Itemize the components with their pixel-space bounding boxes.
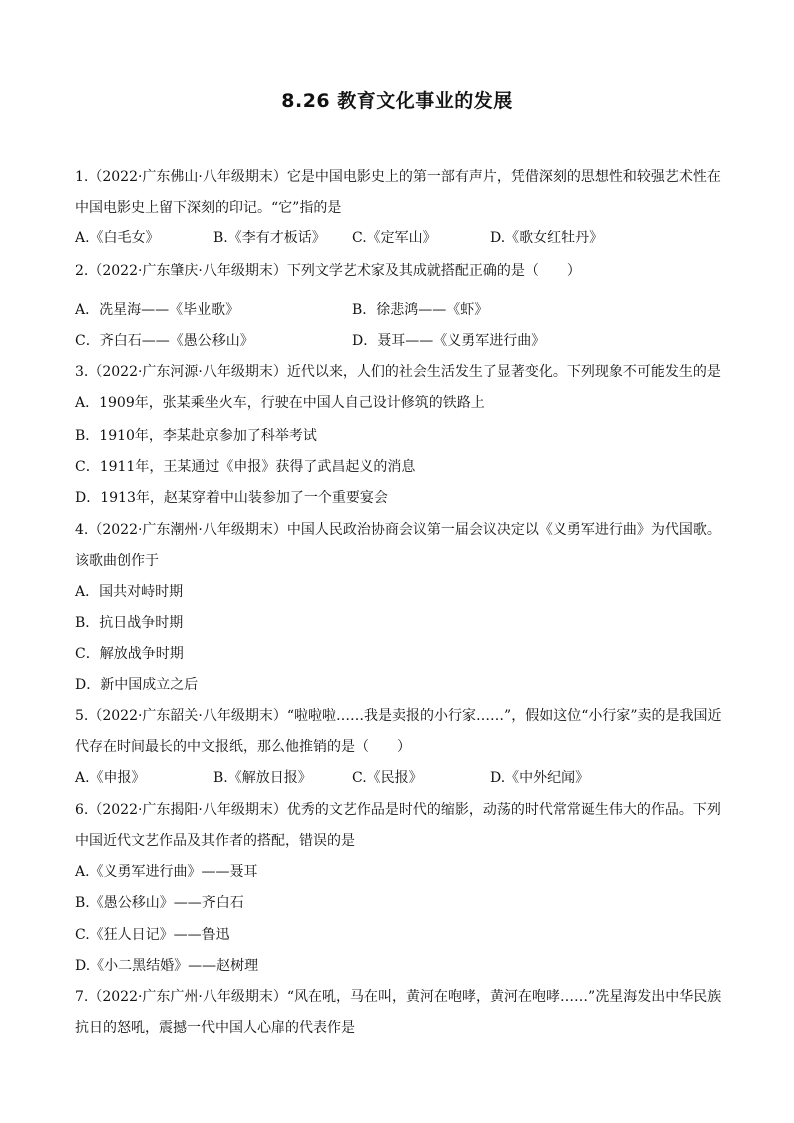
question-1-stem-line-1: 1.（2022·广东佛山·八年级期末）它是中国电影史上的第一部有声片，凭借深刻的思想性和较强艺术性在	[75, 169, 721, 185]
question-3-option-c: C．1911年，王某通过《申报》获得了武昌起义的消息	[75, 459, 416, 475]
question-5-option-a: A.《申报》	[75, 770, 146, 786]
question-4-stem-line-1: 4.（2022·广东潮州·八年级期末）中国人民政治协商会议第一届会议决定以《义勇军进行曲》为代国歌。	[75, 522, 721, 538]
question-5-stem-line-1: 5.（2022·广东韶关·八年级期末）“啦啦啦……我是卖报的小行家……”，假如这位“小行家”卖的是我国近	[75, 708, 722, 724]
question-1-stem-line-2: 中国电影史上留下深刻的印记。“它”指的是	[75, 200, 342, 216]
question-3-option-b: B．1910年，李某赴京参加了科举考试	[75, 428, 317, 444]
question-6-option-b: B.《愚公移山》——齐白石	[75, 895, 244, 911]
question-2-option-d: D．聂耳——《义勇军进行曲》	[352, 333, 546, 349]
question-6-stem-line-1: 6.（2022·广东揭阳·八年级期末）优秀的文艺作品是时代的缩影，动荡的时代常常诞生伟大的作品。下列	[75, 802, 721, 818]
question-7-stem-line-1: 7.（2022·广东广州·八年级期末）“风在吼，马在叫，黄河在咆哮，黄河在咆哮……”冼星海发出中华民族	[75, 989, 722, 1005]
question-5-option-c: C.《民报》	[352, 770, 423, 786]
question-4-option-a: A．国共对峙时期	[75, 584, 184, 600]
question-1-option-c: C.《定军山》	[352, 230, 437, 246]
question-4-stem-line-2: 该歌曲创作于	[75, 553, 159, 569]
question-2-option-c: C．齐白石——《愚公移山》	[75, 333, 254, 349]
question-3-option-d: D．1913年，赵某穿着中山装参加了一个重要宴会	[75, 490, 388, 506]
question-2-stem: 2.（2022·广东肇庆·八年级期末）下列文学艺术家及其成就搭配正确的是（ ）	[75, 263, 581, 279]
question-3-stem: 3.（2022·广东河源·八年级期末）近代以来，人们的社会生活发生了显著变化。下列现象不可能发生的是	[75, 364, 721, 380]
question-4-option-b: B．抗日战争时期	[75, 615, 184, 631]
question-1-option-d: D.《歌女红牡丹》	[490, 230, 604, 246]
question-4-option-d: D．新中国成立之后	[75, 677, 199, 693]
question-6-option-a: A.《义勇军进行曲》——聂耳	[75, 864, 258, 880]
question-1-option-b: B.《李有才板话》	[213, 230, 326, 246]
page-title: 8.26 教育文化事业的发展	[281, 90, 513, 112]
question-2-option-b: B．徐悲鸿——《虾》	[352, 302, 489, 318]
question-2-option-a: A．冼星海——《毕业歌》	[75, 302, 240, 318]
question-7-stem-line-2: 抗日的怒吼，震撼一代中国人心扉的代表作是	[75, 1020, 355, 1036]
question-5-option-b: B.《解放日报》	[213, 770, 312, 786]
question-1-option-a: A.《白毛女》	[75, 230, 160, 246]
question-3-option-a: A．1909年，张某乘坐火车，行驶在中国人自己设计修筑的铁路上	[75, 395, 485, 411]
question-5-stem-line-2: 代存在时间最长的中文报纸，那么他推销的是（ ）	[75, 739, 411, 755]
question-6-option-c: C.《狂人日记》——鲁迅	[75, 927, 230, 943]
question-4-option-c: C．解放战争时期	[75, 646, 184, 662]
question-6-stem-line-2: 中国近代文艺作品及其作者的搭配，错误的是	[75, 833, 355, 849]
question-6-option-d: D.《小二黑结婚》——赵树理	[75, 958, 259, 974]
question-5-option-d: D.《中外纪闻》	[490, 770, 590, 786]
